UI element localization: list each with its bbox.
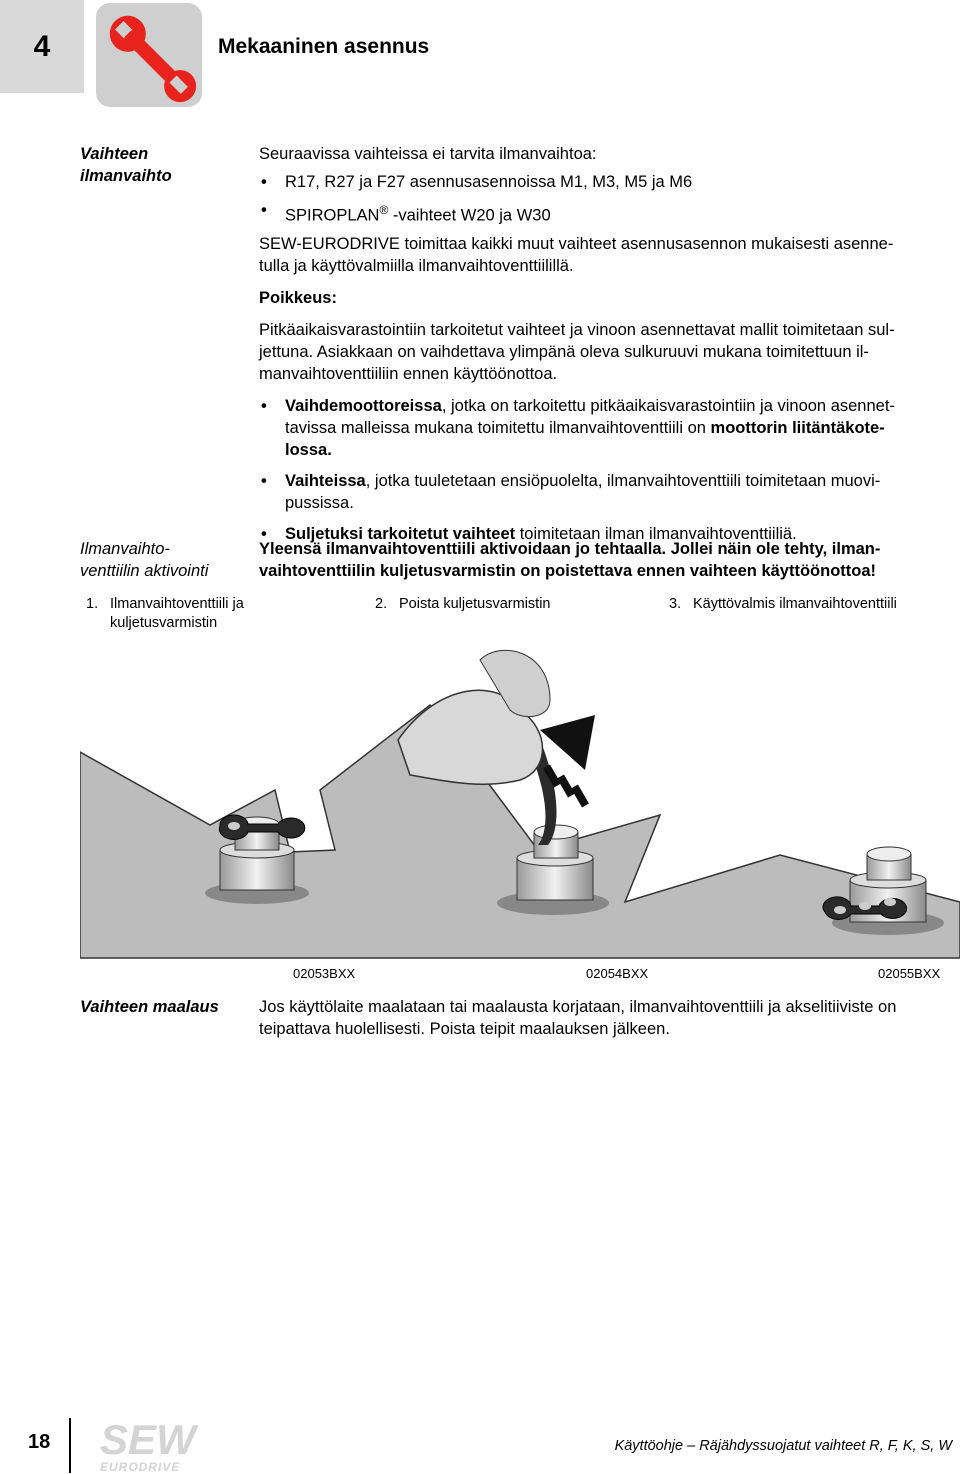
page-number: 18 [28,1431,51,1453]
figure-ref-2: 02054BXX [586,966,649,981]
section-label-activation: Ilmanvaihto- venttiilin aktivointi [80,540,209,580]
figure-caption-1: 1. Ilmanvaihtoventtiili ja kuljetusvarmistin [86,596,244,631]
section-label-venting: Vaihteen ilmanvaihto [80,145,172,185]
valve-1 [205,815,309,904]
paragraph: Pitkäaikaisvarastointiin tarkoitetut vaihteet ja vinoon asennettavat mallit toimitetaan sul- jettuna. Asiakkaan on vaihdettava ylimpänä oleva sulkuruuvi mukana toimitettuun il- manvaihtoventtiiliin ennen käyttöönottoa. [259,320,895,383]
vent-valve-illustration [80,640,960,960]
figure-ref-1: 02053BXX [293,966,356,981]
exception-heading: Poikkeus: [259,288,337,307]
sew-logo: SEW EURODRIVE [100,1416,196,1474]
figure-ref-3: 02055BXX [878,966,941,981]
figure-caption-2: 2. Poista kuljetusvarmistin [375,596,551,612]
list-item: • Suljetuksi tarkoitetut vaihteet toimitetaan ilman ilmanvaihtoventtiiliä. [259,523,955,545]
venting-section [259,143,955,545]
activation-text: Yleensä ilmanvaihtoventtiili aktivoidaan jo tehtaalla. Jollei näin ole tehty, ilman- vaihtoventtiilin kuljetusvarmistin on poistettava ennen vaihteen käyttöönottoa! [259,540,881,580]
paragraph: SEW-EURODRIVE toimittaa kaikki muut vaihteet asennusasennon mukaisesti asenne- tulla ja käyttövalmiilla ilmanvaihtoventtiilillä. [259,234,894,275]
painting-text: Jos käyttölaite maalataan tai maalausta korjataan, ilmanvaihtoventtiili ja akselitiiviste on teipattava huolellisesti. Poista teipit maalauksen jälkeen. [259,998,897,1038]
intro-text: Seuraavissa vaihteissa ei tarvita ilmanvaihtoa: [259,145,597,163]
section-label-painting: Vaihteen maalaus [80,998,219,1016]
document-title: Käyttöohje – Räjähdyssuojatut vaihteet R, F, K, S, W [614,1438,952,1454]
list-item: • SPIROPLAN® -vaihteet W20 ja W30 [259,199,955,227]
page-title: Mekaaninen asennus [218,35,430,58]
list-item: • R17, R27 ja F27 asennusasennoissa M1, M3, M5 ja M6 [259,171,955,193]
footer-divider [69,1418,71,1473]
list-item: • Vaihdemoottoreissa, jotka on tarkoitettu pitkäaikaisvarastointiin ja vinoon asennet- tavissa malleissa mukana toimitettu ilmanvaihtoventtiili on moottorin liitäntäkote- lossa. [259,395,955,461]
chapter-number: 4 [33,30,51,63]
list-item: • Vaihteissa, jotka tuuletetaan ensiöpuolelta, ilmanvaihtoventtiili toimitetaan muovi- pussissa. [259,470,955,514]
wrench-icon [96,3,202,107]
chapter-icon-box [96,3,202,107]
figure-caption-3: 3. Käyttövalmis ilmanvaihtoventtiili [669,596,897,612]
